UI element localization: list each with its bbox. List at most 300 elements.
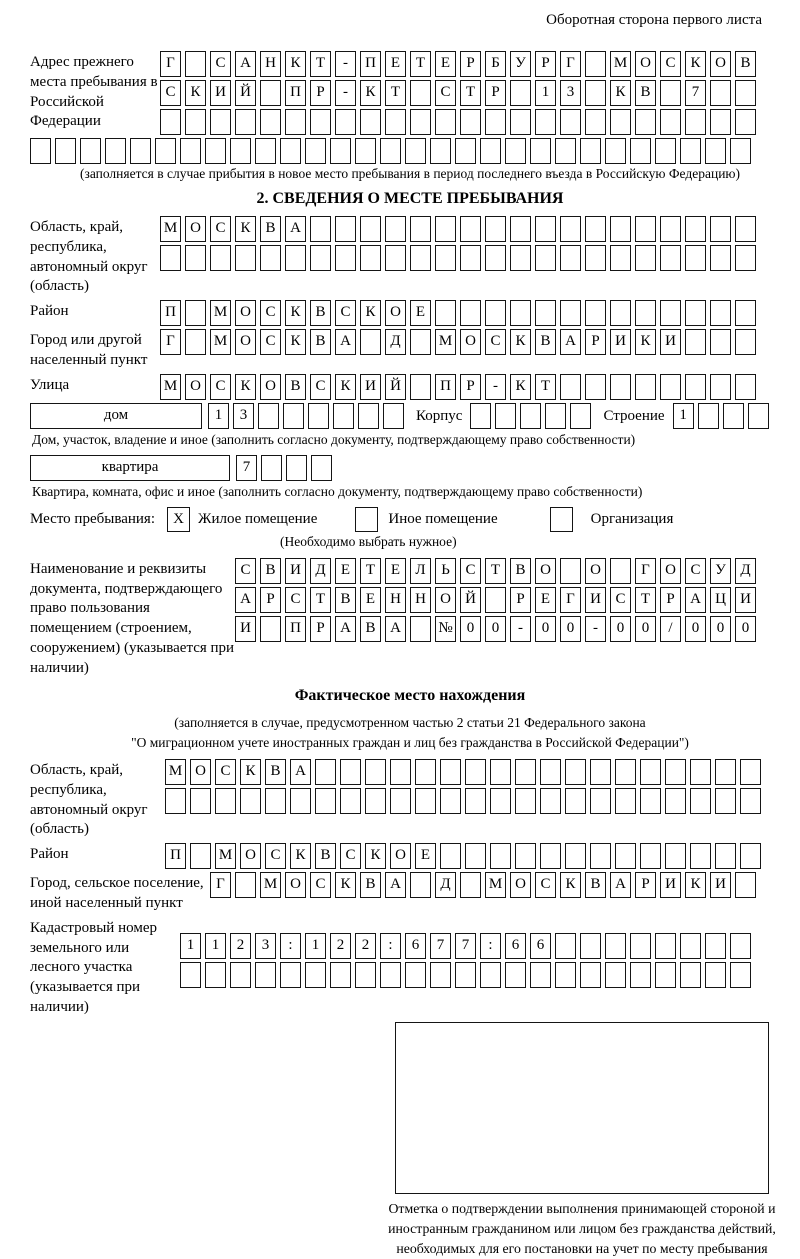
char-cell[interactable] — [660, 374, 681, 400]
char-cell[interactable]: В — [360, 616, 381, 642]
char-cell[interactable]: Г — [560, 51, 581, 77]
char-cell[interactable]: И — [210, 80, 231, 106]
char-cell[interactable]: А — [235, 587, 256, 613]
char-cell[interactable] — [185, 329, 206, 355]
char-cell[interactable] — [735, 80, 756, 106]
char-cell[interactable]: В — [285, 374, 306, 400]
char-cell[interactable] — [286, 455, 307, 481]
char-cell[interactable]: О — [185, 374, 206, 400]
char-cell[interactable]: П — [435, 374, 456, 400]
char-cell[interactable]: 0 — [535, 616, 556, 642]
char-cell[interactable]: К — [285, 51, 306, 77]
char-cell[interactable] — [410, 216, 431, 242]
char-cell[interactable]: 1 — [180, 933, 201, 959]
char-cell[interactable]: 7 — [430, 933, 451, 959]
char-cell[interactable]: Д — [735, 558, 756, 584]
char-cell[interactable] — [735, 300, 756, 326]
char-cell[interactable] — [105, 138, 126, 164]
char-cell[interactable] — [460, 872, 481, 898]
char-cell[interactable] — [360, 216, 381, 242]
char-cell[interactable] — [660, 245, 681, 271]
char-cell[interactable] — [640, 843, 661, 869]
char-cell[interactable] — [690, 788, 711, 814]
char-cell[interactable] — [715, 788, 736, 814]
char-cell[interactable] — [360, 329, 381, 355]
char-cell[interactable]: П — [165, 843, 186, 869]
gorod2-row[interactable] — [210, 872, 760, 898]
char-cell[interactable]: С — [535, 872, 556, 898]
char-cell[interactable] — [605, 962, 626, 988]
char-cell[interactable]: П — [285, 616, 306, 642]
char-cell[interactable] — [235, 109, 256, 135]
char-cell[interactable]: Р — [585, 329, 606, 355]
char-cell[interactable]: И — [285, 558, 306, 584]
char-cell[interactable] — [515, 788, 536, 814]
residence-checkbox-inoe[interactable] — [355, 507, 378, 532]
char-cell[interactable]: 1 — [535, 80, 556, 106]
char-cell[interactable]: Р — [310, 80, 331, 106]
prev-address-row-4[interactable] — [30, 138, 790, 164]
stroenie-cells[interactable] — [673, 403, 773, 429]
char-cell[interactable]: К — [335, 374, 356, 400]
char-cell[interactable]: Й — [460, 587, 481, 613]
char-cell[interactable]: К — [510, 374, 531, 400]
char-cell[interactable]: Е — [385, 558, 406, 584]
char-cell[interactable]: Д — [435, 872, 456, 898]
char-cell[interactable] — [380, 138, 401, 164]
char-cell[interactable]: И — [360, 374, 381, 400]
char-cell[interactable]: В — [335, 587, 356, 613]
char-cell[interactable] — [740, 843, 761, 869]
char-cell[interactable] — [358, 403, 379, 429]
char-cell[interactable] — [260, 616, 281, 642]
char-cell[interactable]: А — [560, 329, 581, 355]
char-cell[interactable] — [530, 962, 551, 988]
char-cell[interactable]: М — [485, 872, 506, 898]
oblast-row-1[interactable] — [160, 216, 760, 242]
char-cell[interactable]: № — [435, 616, 456, 642]
char-cell[interactable] — [410, 109, 431, 135]
char-cell[interactable] — [160, 245, 181, 271]
char-cell[interactable] — [440, 788, 461, 814]
char-cell[interactable] — [680, 962, 701, 988]
char-cell[interactable]: А — [285, 216, 306, 242]
char-cell[interactable] — [710, 329, 731, 355]
char-cell[interactable] — [330, 138, 351, 164]
char-cell[interactable]: О — [390, 843, 411, 869]
char-cell[interactable] — [635, 245, 656, 271]
char-cell[interactable] — [495, 403, 516, 429]
char-cell[interactable] — [190, 843, 211, 869]
char-cell[interactable] — [710, 374, 731, 400]
char-cell[interactable]: В — [265, 759, 286, 785]
char-cell[interactable] — [330, 962, 351, 988]
char-cell[interactable] — [635, 109, 656, 135]
char-cell[interactable] — [485, 300, 506, 326]
char-cell[interactable] — [455, 138, 476, 164]
char-cell[interactable]: - — [510, 616, 531, 642]
char-cell[interactable] — [311, 455, 332, 481]
char-cell[interactable]: Е — [535, 587, 556, 613]
char-cell[interactable] — [215, 788, 236, 814]
char-cell[interactable]: И — [710, 872, 731, 898]
char-cell[interactable]: В — [310, 329, 331, 355]
char-cell[interactable] — [540, 759, 561, 785]
char-cell[interactable]: Р — [510, 587, 531, 613]
char-cell[interactable] — [385, 216, 406, 242]
char-cell[interactable]: Т — [635, 587, 656, 613]
prev-address-row-2[interactable] — [160, 80, 760, 106]
char-cell[interactable] — [535, 216, 556, 242]
char-cell[interactable]: В — [260, 216, 281, 242]
char-cell[interactable]: 3 — [560, 80, 581, 106]
char-cell[interactable] — [580, 933, 601, 959]
char-cell[interactable] — [685, 109, 706, 135]
char-cell[interactable]: М — [210, 329, 231, 355]
char-cell[interactable] — [560, 558, 581, 584]
char-cell[interactable] — [735, 872, 756, 898]
char-cell[interactable]: К — [360, 80, 381, 106]
char-cell[interactable]: 0 — [710, 616, 731, 642]
char-cell[interactable]: Р — [660, 587, 681, 613]
char-cell[interactable]: К — [510, 329, 531, 355]
char-cell[interactable] — [261, 455, 282, 481]
char-cell[interactable]: 2 — [355, 933, 376, 959]
char-cell[interactable] — [610, 216, 631, 242]
char-cell[interactable]: С — [215, 759, 236, 785]
char-cell[interactable] — [615, 843, 636, 869]
char-cell[interactable] — [560, 216, 581, 242]
char-cell[interactable] — [690, 759, 711, 785]
char-cell[interactable]: Г — [160, 329, 181, 355]
char-cell[interactable]: Е — [410, 300, 431, 326]
char-cell[interactable] — [715, 843, 736, 869]
char-cell[interactable] — [480, 962, 501, 988]
char-cell[interactable]: 1 — [305, 933, 326, 959]
char-cell[interactable]: У — [510, 51, 531, 77]
char-cell[interactable]: А — [335, 616, 356, 642]
char-cell[interactable] — [505, 962, 526, 988]
char-cell[interactable] — [285, 109, 306, 135]
char-cell[interactable]: С — [210, 51, 231, 77]
char-cell[interactable]: 1 — [208, 403, 229, 429]
dom-number-cells[interactable] — [208, 403, 408, 429]
char-cell[interactable] — [535, 300, 556, 326]
char-cell[interactable]: В — [635, 80, 656, 106]
char-cell[interactable]: С — [335, 300, 356, 326]
char-cell[interactable]: П — [160, 300, 181, 326]
char-cell[interactable] — [680, 933, 701, 959]
char-cell[interactable] — [210, 245, 231, 271]
char-cell[interactable] — [590, 843, 611, 869]
char-cell[interactable]: И — [735, 587, 756, 613]
char-cell[interactable] — [655, 138, 676, 164]
char-cell[interactable] — [515, 759, 536, 785]
char-cell[interactable] — [490, 788, 511, 814]
char-cell[interactable]: Д — [310, 558, 331, 584]
char-cell[interactable] — [460, 216, 481, 242]
char-cell[interactable]: С — [235, 558, 256, 584]
char-cell[interactable] — [415, 788, 436, 814]
char-cell[interactable] — [660, 80, 681, 106]
char-cell[interactable]: Р — [460, 374, 481, 400]
char-cell[interactable] — [360, 245, 381, 271]
char-cell[interactable] — [660, 300, 681, 326]
char-cell[interactable] — [705, 138, 726, 164]
char-cell[interactable]: А — [290, 759, 311, 785]
char-cell[interactable]: И — [235, 616, 256, 642]
char-cell[interactable] — [283, 403, 304, 429]
char-cell[interactable]: С — [610, 587, 631, 613]
char-cell[interactable]: О — [660, 558, 681, 584]
char-cell[interactable]: О — [240, 843, 261, 869]
char-cell[interactable] — [480, 138, 501, 164]
char-cell[interactable]: 0 — [685, 616, 706, 642]
char-cell[interactable] — [405, 138, 426, 164]
char-cell[interactable]: М — [160, 374, 181, 400]
char-cell[interactable]: 0 — [635, 616, 656, 642]
char-cell[interactable] — [730, 962, 751, 988]
char-cell[interactable] — [55, 138, 76, 164]
char-cell[interactable] — [565, 788, 586, 814]
char-cell[interactable] — [615, 788, 636, 814]
char-cell[interactable] — [335, 109, 356, 135]
char-cell[interactable] — [310, 216, 331, 242]
char-cell[interactable] — [610, 109, 631, 135]
char-cell[interactable] — [610, 300, 631, 326]
char-cell[interactable] — [560, 245, 581, 271]
char-cell[interactable] — [285, 245, 306, 271]
char-cell[interactable] — [685, 216, 706, 242]
char-cell[interactable] — [585, 374, 606, 400]
char-cell[interactable]: О — [235, 329, 256, 355]
char-cell[interactable] — [590, 759, 611, 785]
char-cell[interactable] — [470, 403, 491, 429]
char-cell[interactable] — [505, 138, 526, 164]
char-cell[interactable]: К — [365, 843, 386, 869]
char-cell[interactable]: Р — [460, 51, 481, 77]
char-cell[interactable] — [485, 216, 506, 242]
char-cell[interactable]: Т — [460, 80, 481, 106]
kvartira-cells[interactable] — [236, 455, 336, 481]
char-cell[interactable] — [385, 109, 406, 135]
char-cell[interactable]: 3 — [255, 933, 276, 959]
char-cell[interactable] — [460, 109, 481, 135]
char-cell[interactable] — [530, 138, 551, 164]
char-cell[interactable] — [155, 138, 176, 164]
char-cell[interactable] — [235, 872, 256, 898]
char-cell[interactable] — [630, 933, 651, 959]
char-cell[interactable]: К — [610, 80, 631, 106]
char-cell[interactable] — [383, 403, 404, 429]
char-cell[interactable] — [545, 403, 566, 429]
char-cell[interactable]: С — [660, 51, 681, 77]
char-cell[interactable]: - — [585, 616, 606, 642]
char-cell[interactable]: К — [560, 872, 581, 898]
char-cell[interactable] — [410, 374, 431, 400]
char-cell[interactable] — [490, 759, 511, 785]
char-cell[interactable] — [555, 138, 576, 164]
char-cell[interactable]: С — [485, 329, 506, 355]
char-cell[interactable]: Т — [360, 558, 381, 584]
char-cell[interactable] — [490, 843, 511, 869]
char-cell[interactable]: К — [285, 300, 306, 326]
char-cell[interactable] — [305, 962, 326, 988]
char-cell[interactable] — [235, 245, 256, 271]
char-cell[interactable]: И — [585, 587, 606, 613]
char-cell[interactable]: 0 — [610, 616, 631, 642]
char-cell[interactable] — [748, 403, 769, 429]
char-cell[interactable] — [130, 138, 151, 164]
char-cell[interactable]: С — [160, 80, 181, 106]
char-cell[interactable] — [685, 329, 706, 355]
char-cell[interactable]: С — [340, 843, 361, 869]
char-cell[interactable]: А — [385, 872, 406, 898]
oblast2-row-1[interactable] — [165, 759, 765, 785]
char-cell[interactable]: М — [160, 216, 181, 242]
residence-checkbox-org[interactable] — [550, 507, 573, 532]
char-cell[interactable]: К — [335, 872, 356, 898]
char-cell[interactable] — [605, 138, 626, 164]
char-cell[interactable] — [655, 962, 676, 988]
char-cell[interactable] — [630, 138, 651, 164]
char-cell[interactable] — [185, 300, 206, 326]
char-cell[interactable]: М — [610, 51, 631, 77]
char-cell[interactable] — [565, 843, 586, 869]
char-cell[interactable] — [190, 788, 211, 814]
char-cell[interactable]: К — [240, 759, 261, 785]
char-cell[interactable]: Т — [535, 374, 556, 400]
char-cell[interactable]: Р — [310, 616, 331, 642]
document-row-3[interactable] — [235, 616, 760, 642]
char-cell[interactable]: - — [485, 374, 506, 400]
char-cell[interactable]: С — [685, 558, 706, 584]
char-cell[interactable] — [280, 962, 301, 988]
char-cell[interactable]: Е — [385, 51, 406, 77]
char-cell[interactable] — [635, 300, 656, 326]
char-cell[interactable] — [160, 109, 181, 135]
char-cell[interactable] — [735, 245, 756, 271]
char-cell[interactable]: В — [735, 51, 756, 77]
char-cell[interactable] — [205, 962, 226, 988]
char-cell[interactable] — [685, 300, 706, 326]
char-cell[interactable]: В — [360, 872, 381, 898]
char-cell[interactable]: О — [185, 216, 206, 242]
char-cell[interactable] — [710, 80, 731, 106]
char-cell[interactable] — [440, 843, 461, 869]
char-cell[interactable] — [698, 403, 719, 429]
char-cell[interactable]: Ц — [710, 587, 731, 613]
char-cell[interactable] — [430, 138, 451, 164]
char-cell[interactable]: К — [185, 80, 206, 106]
char-cell[interactable]: О — [235, 300, 256, 326]
char-cell[interactable] — [435, 300, 456, 326]
char-cell[interactable] — [585, 109, 606, 135]
char-cell[interactable] — [260, 109, 281, 135]
char-cell[interactable] — [660, 109, 681, 135]
char-cell[interactable]: : — [480, 933, 501, 959]
ulitsa-row[interactable] — [160, 374, 760, 400]
char-cell[interactable] — [735, 329, 756, 355]
char-cell[interactable] — [255, 138, 276, 164]
char-cell[interactable] — [290, 788, 311, 814]
char-cell[interactable]: Е — [415, 843, 436, 869]
char-cell[interactable]: О — [710, 51, 731, 77]
char-cell[interactable] — [535, 109, 556, 135]
char-cell[interactable] — [560, 374, 581, 400]
char-cell[interactable] — [710, 245, 731, 271]
char-cell[interactable] — [210, 109, 231, 135]
char-cell[interactable]: 6 — [405, 933, 426, 959]
char-cell[interactable]: 3 — [233, 403, 254, 429]
char-cell[interactable] — [485, 109, 506, 135]
char-cell[interactable] — [230, 962, 251, 988]
char-cell[interactable]: 7 — [236, 455, 257, 481]
oblast-row-2[interactable] — [160, 245, 760, 271]
char-cell[interactable]: У — [710, 558, 731, 584]
char-cell[interactable] — [690, 843, 711, 869]
char-cell[interactable] — [315, 759, 336, 785]
char-cell[interactable]: Е — [335, 558, 356, 584]
char-cell[interactable] — [730, 138, 751, 164]
char-cell[interactable]: А — [685, 587, 706, 613]
char-cell[interactable] — [710, 216, 731, 242]
char-cell[interactable] — [435, 245, 456, 271]
char-cell[interactable] — [380, 962, 401, 988]
char-cell[interactable] — [333, 403, 354, 429]
char-cell[interactable]: 0 — [560, 616, 581, 642]
char-cell[interactable] — [560, 300, 581, 326]
char-cell[interactable] — [610, 245, 631, 271]
char-cell[interactable] — [685, 245, 706, 271]
char-cell[interactable]: Н — [385, 587, 406, 613]
char-cell[interactable]: Е — [360, 587, 381, 613]
char-cell[interactable]: О — [285, 872, 306, 898]
char-cell[interactable]: С — [435, 80, 456, 106]
char-cell[interactable] — [465, 788, 486, 814]
char-cell[interactable] — [335, 216, 356, 242]
char-cell[interactable] — [540, 788, 561, 814]
char-cell[interactable]: О — [460, 329, 481, 355]
char-cell[interactable] — [355, 138, 376, 164]
char-cell[interactable] — [435, 109, 456, 135]
kadastr-row-2[interactable] — [180, 962, 755, 988]
char-cell[interactable] — [655, 933, 676, 959]
char-cell[interactable] — [555, 933, 576, 959]
dom-type-box[interactable]: дом — [30, 403, 202, 429]
char-cell[interactable] — [740, 759, 761, 785]
char-cell[interactable] — [610, 374, 631, 400]
char-cell[interactable] — [465, 843, 486, 869]
char-cell[interactable]: М — [435, 329, 456, 355]
char-cell[interactable]: / — [660, 616, 681, 642]
char-cell[interactable]: 6 — [530, 933, 551, 959]
char-cell[interactable] — [310, 109, 331, 135]
char-cell[interactable] — [340, 759, 361, 785]
char-cell[interactable]: С — [460, 558, 481, 584]
char-cell[interactable] — [555, 962, 576, 988]
char-cell[interactable] — [335, 245, 356, 271]
char-cell[interactable] — [315, 788, 336, 814]
char-cell[interactable]: В — [535, 329, 556, 355]
char-cell[interactable]: А — [610, 872, 631, 898]
char-cell[interactable] — [510, 300, 531, 326]
char-cell[interactable] — [685, 374, 706, 400]
char-cell[interactable] — [510, 80, 531, 106]
char-cell[interactable] — [560, 109, 581, 135]
char-cell[interactable]: П — [360, 51, 381, 77]
char-cell[interactable]: К — [685, 872, 706, 898]
